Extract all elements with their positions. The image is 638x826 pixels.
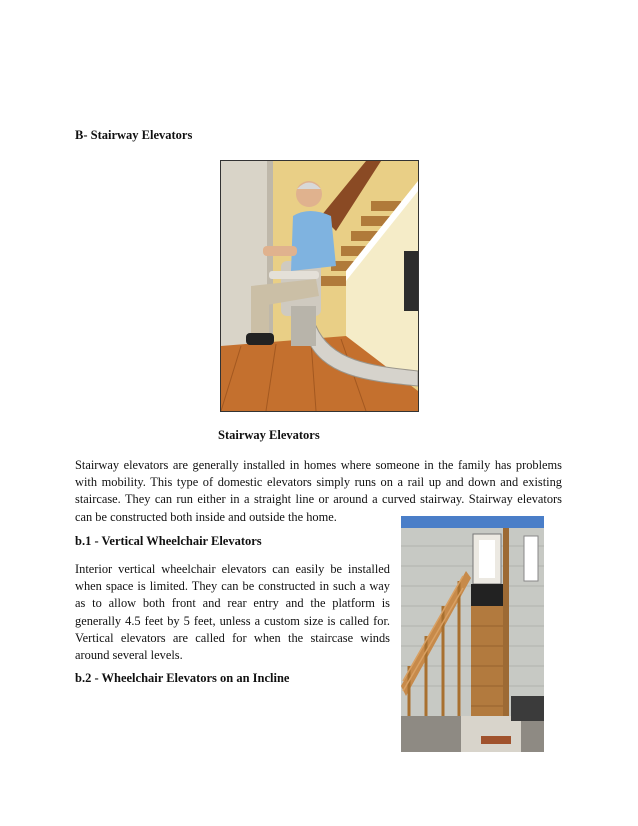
paragraph-line: staircase. They can run either in a straight line or around a curved stairway. Stairway elevators [75, 492, 562, 507]
subsection-heading-b2: b.2 - Wheelchair Elevators on an Incline [75, 671, 290, 685]
vertical-elevator-illustration [401, 516, 544, 752]
paragraph-line: Interior vertical wheelchair elevators can easily be installed [75, 562, 390, 576]
paragraph-line: can be constructed both inside and outside the home. [75, 509, 337, 524]
paragraph-line: Stairway elevators are generally installed in homes where someone in the family has problems [75, 458, 562, 472]
paragraph-line: as to allow both front and rear entry and the platform is [75, 596, 390, 611]
b1-paragraph [75, 561, 390, 664]
stairlift-illustration [221, 161, 418, 411]
figure-caption: Stairway Elevators [218, 428, 320, 442]
paragraph-line: around several levels. [75, 648, 183, 663]
paragraph-line: generally 4.5 feet by 5 feet, unless a custom size is called for. [75, 613, 390, 628]
vertical-elevator-photo [401, 516, 544, 752]
paragraph-line: when space is limited. They can be constructed in such a way [75, 579, 390, 594]
section-heading: B- Stairway Elevators [75, 128, 193, 142]
subsection-heading-b1: b.1 - Vertical Wheelchair Elevators [75, 534, 262, 548]
stairlift-photo [220, 160, 419, 412]
paragraph-line: Vertical elevators are called for when the staircase winds [75, 630, 390, 645]
paragraph-line: with mobility. This type of domestic elevators simply runs on a rail up and down and existing [75, 475, 562, 490]
